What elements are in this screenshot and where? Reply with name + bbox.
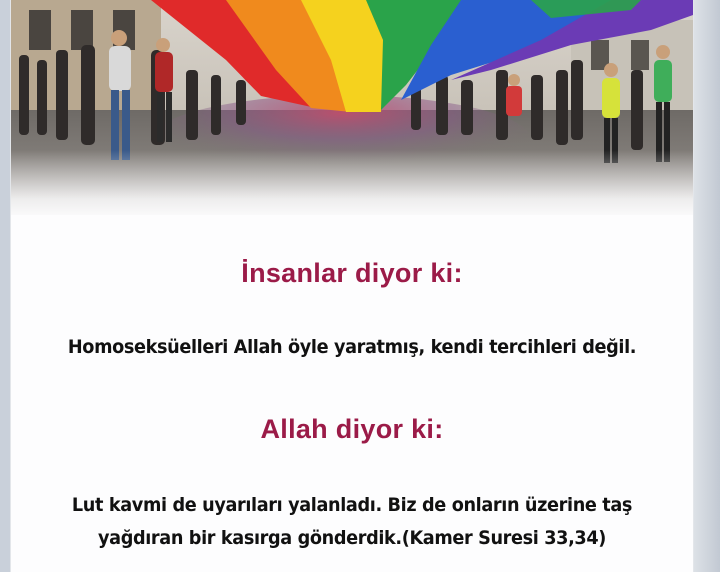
heading-people-say: İnsanlar diyor ki: [241,258,463,288]
page-background-edge [692,0,720,572]
allah-says-line-2: yağdıran bir kasırga gönderdik.(Kamer Suresi 33,34) [97,527,606,549]
allah-says-line-1: Lut kavmi de uyarıları yalanladı. Biz de onların üzerine taş [71,494,633,516]
heading-allah-says: Allah diyor ki: [260,414,444,444]
post-card [10,0,694,572]
photo-fade [11,150,693,220]
allah-says-text [35,489,669,555]
people-say-text: Homoseksüelleri Allah öyle yaratmış, kendi tercihleri değil. [67,336,637,358]
